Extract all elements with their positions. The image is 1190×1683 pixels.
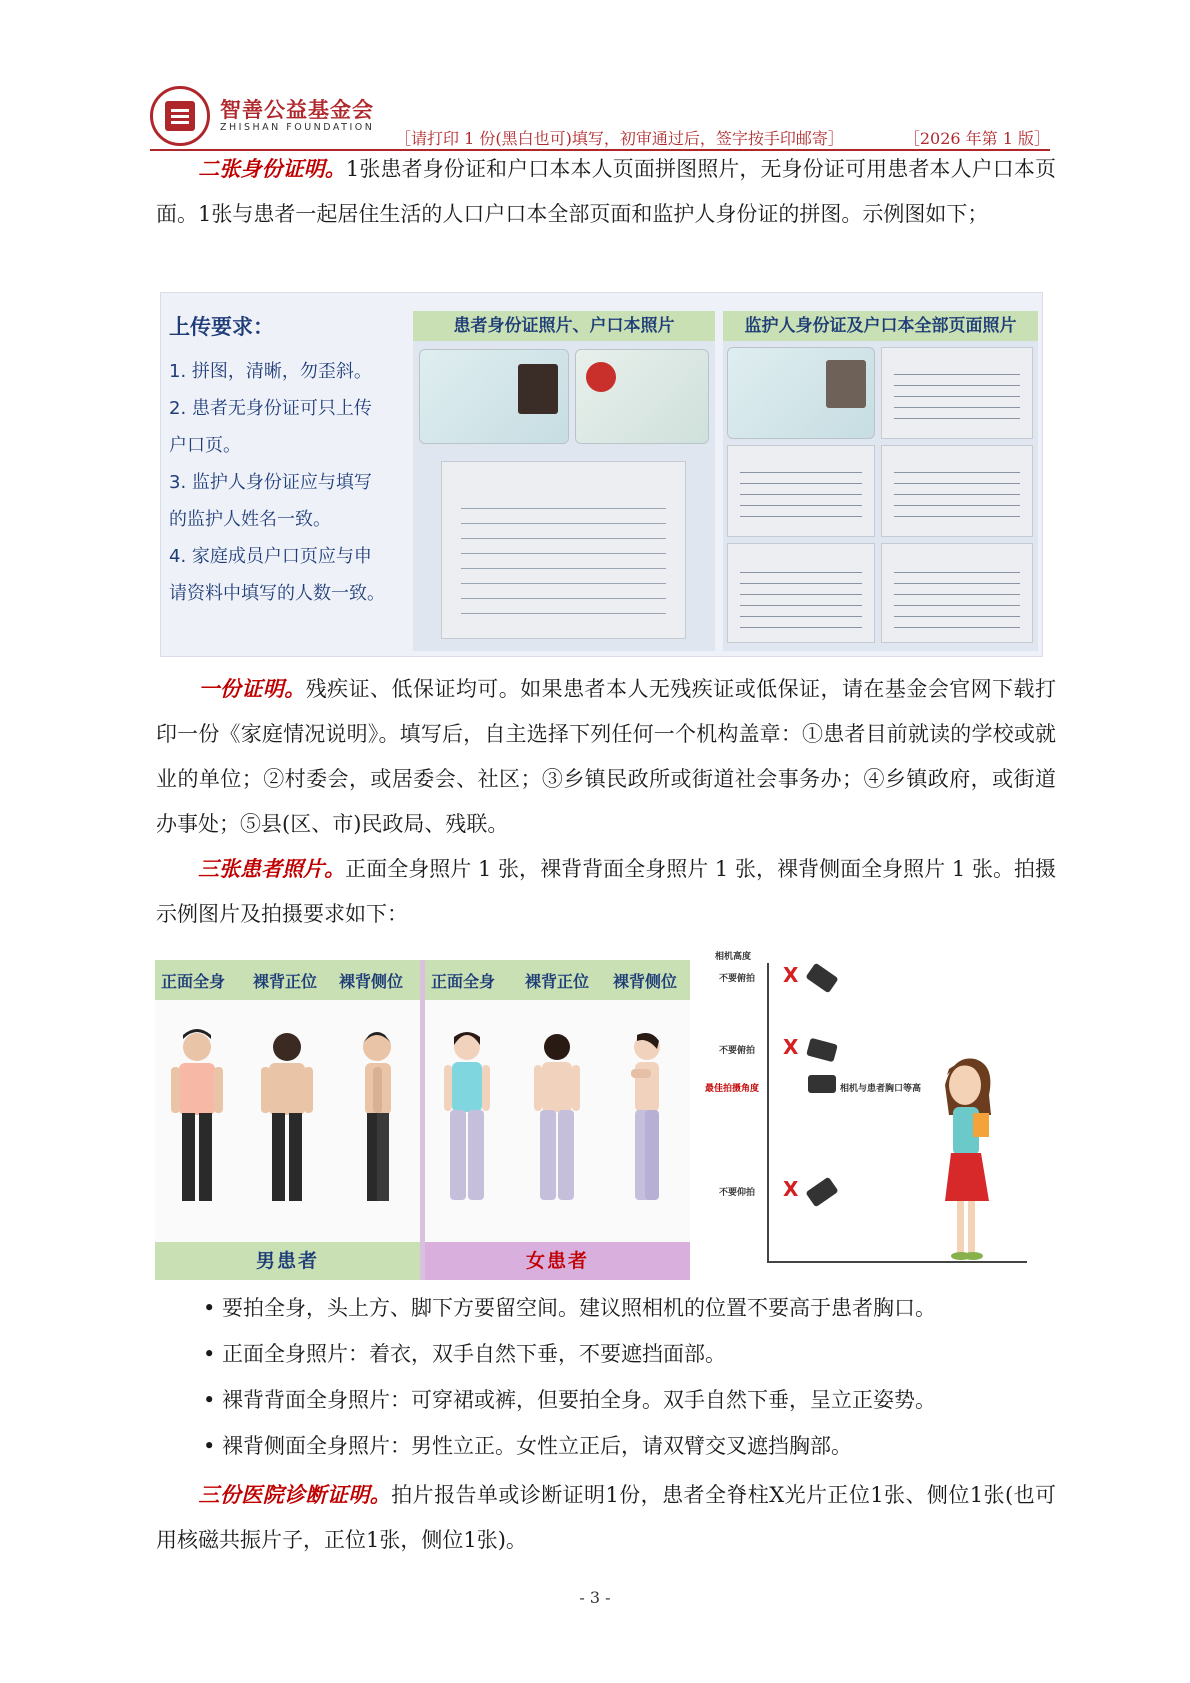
upload-req-item: 1. 拼图，清晰，勿歪斜。: [169, 361, 372, 382]
version-label: ［2026 年第 1 版］: [903, 129, 1050, 148]
section-proof: [156, 666, 1056, 847]
camera-angle-figure: [705, 945, 1035, 1285]
x-mark: X: [783, 1177, 799, 1201]
female-front-figure: [444, 1032, 490, 1200]
upload-req-item: 3. 监护人身份证应与填写的监护人姓名一致。: [169, 472, 372, 530]
id-card-back-image: [575, 349, 709, 444]
guardian-id-panel: [723, 311, 1038, 651]
best-angle-label: 最佳拍摄角度: [705, 1084, 760, 1094]
patient-id-panel: [413, 311, 715, 651]
section-hospital: [156, 1472, 1056, 1563]
pose-header: 正面全身: [161, 972, 226, 991]
camera-height-title: 相机高度: [715, 952, 752, 962]
no-look-down-label: 不要俯拍: [719, 974, 756, 984]
pose-header: 正面全身: [431, 972, 496, 991]
x-mark: X: [783, 1035, 799, 1059]
guardian-id-card-image: [727, 347, 875, 439]
pose-header: 裸背正位: [525, 972, 590, 991]
female-back-figure: [534, 1034, 580, 1200]
photo-requirement-bullet: • 正面全身照片：着衣，双手自然下垂，不要遮挡面部。: [203, 1342, 727, 1366]
male-side-figure: [363, 1032, 391, 1201]
org-name-cn: 智善公益基金会: [220, 98, 374, 122]
id-card-front-image: [419, 349, 569, 444]
camera-icon: [808, 1075, 836, 1093]
male-label: 男患者: [155, 1242, 420, 1280]
pose-example-figure: [155, 960, 690, 1280]
register-page-image: [881, 445, 1033, 537]
section-id-proof: [156, 146, 1056, 237]
print-note: ［请打印 1 份(黑白也可)填写，初审通过后，签字按手印邮寄］: [395, 129, 844, 148]
photo-requirement-bullet: • 裸背背面全身照片：可穿裙或裤，但要拍全身。双手自然下垂，呈立正姿势。: [203, 1388, 937, 1412]
female-figures-image: [425, 1005, 690, 1240]
section-photo-heading: 三张患者照片。: [198, 856, 346, 881]
register-page-image: [881, 543, 1033, 643]
section-photo-text: 正面全身照片 1 张，裸背背面全身照片 1 张，裸背侧面全身照片 1 张。拍摄示例图片及拍摄要求如下：: [156, 857, 1057, 926]
camera-icon: [805, 963, 838, 994]
section-hospital-heading: 三份医院诊断证明。: [198, 1482, 392, 1507]
upload-req-item: 2. 患者无身份证可只上传户口页。: [169, 398, 372, 456]
section-id-heading: 二张身份证明。: [198, 156, 346, 181]
page-number: - 3 -: [579, 1588, 611, 1607]
register-page-image: [727, 543, 875, 643]
pose-header: 裸背正位: [253, 972, 318, 991]
best-angle-note: 相机与患者胸口等高: [840, 1084, 922, 1094]
photo-requirement-bullet: • 裸背侧面全身照片：男性立正。女性立正后，请双臂交叉遮挡胸部。: [203, 1434, 853, 1458]
section-hospital-text: 拍片报告单或诊断证明1份，患者全脊柱X光片正位1张、侧位1张(也可用核磁共振片子，正位1张，侧位1张)。: [156, 1483, 1056, 1552]
no-look-up-label: 不要仰拍: [719, 1188, 756, 1198]
female-label: 女患者: [425, 1242, 690, 1280]
register-page-image: [881, 347, 1033, 439]
male-front-figure: [171, 1029, 223, 1201]
org-name-en: ZHISHAN FOUNDATION: [220, 122, 375, 133]
register-page-image: [727, 445, 875, 537]
id-example-figure: [160, 292, 1043, 657]
standing-girl-image: [923, 1055, 1013, 1265]
page-header: [150, 86, 1050, 152]
no-look-down-label: 不要俯拍: [719, 1046, 756, 1056]
patient-panel-title: 患者身份证照片、户口本照片: [413, 311, 715, 341]
section-proof-text: 残疾证、低保证均可。如果患者本人无残疾证或低保证，请在基金会官网下载打印一份《家庭情况说明》。填写后，自主选择下列任何一个机构盖章：①患者目前就读的学校或就业的单位；②村委会，或居委会、社区；③乡镇民政所或街道社会事务办；④乡镇政府，或街道办事处；⑤县(区、市)民政局、残联。: [156, 677, 1056, 836]
camera-icon: [806, 1038, 838, 1063]
pose-header: 裸背侧位: [339, 972, 404, 991]
male-figures-image: [155, 1005, 420, 1240]
pose-header: 裸背侧位: [613, 972, 678, 991]
female-side-figure: [631, 1033, 660, 1200]
female-pose-panel: [425, 960, 690, 1280]
section-photos: [156, 846, 1056, 937]
section-id-text: 1张患者身份证和户口本本人页面拼图照片，无身份证可用患者本人户口本页面。1张与患者一起居住生活的人口户口本全部页面和监护人身份证的拼图。示例图如下；: [156, 157, 1056, 226]
x-mark: X: [783, 963, 799, 987]
guardian-panel-title: 监护人身份证及户口本全部页面照片: [723, 311, 1038, 341]
section-proof-heading: 一份证明。: [198, 676, 306, 701]
upload-req-list: [169, 353, 389, 612]
photo-requirement-bullet: • 要拍全身，头上方、脚下方要留空间。建议照相机的位置不要高于患者胸口。: [203, 1296, 937, 1320]
male-pose-panel: [155, 960, 420, 1280]
upload-req-item: 4. 家庭成员户口页应与申请资料中填写的人数一致。: [169, 546, 385, 604]
camera-icon: [805, 1177, 838, 1208]
foundation-logo-icon: [150, 86, 210, 146]
household-register-image: [441, 461, 686, 639]
upload-req-title: 上传要求：: [169, 315, 274, 339]
male-back-figure: [261, 1033, 313, 1201]
